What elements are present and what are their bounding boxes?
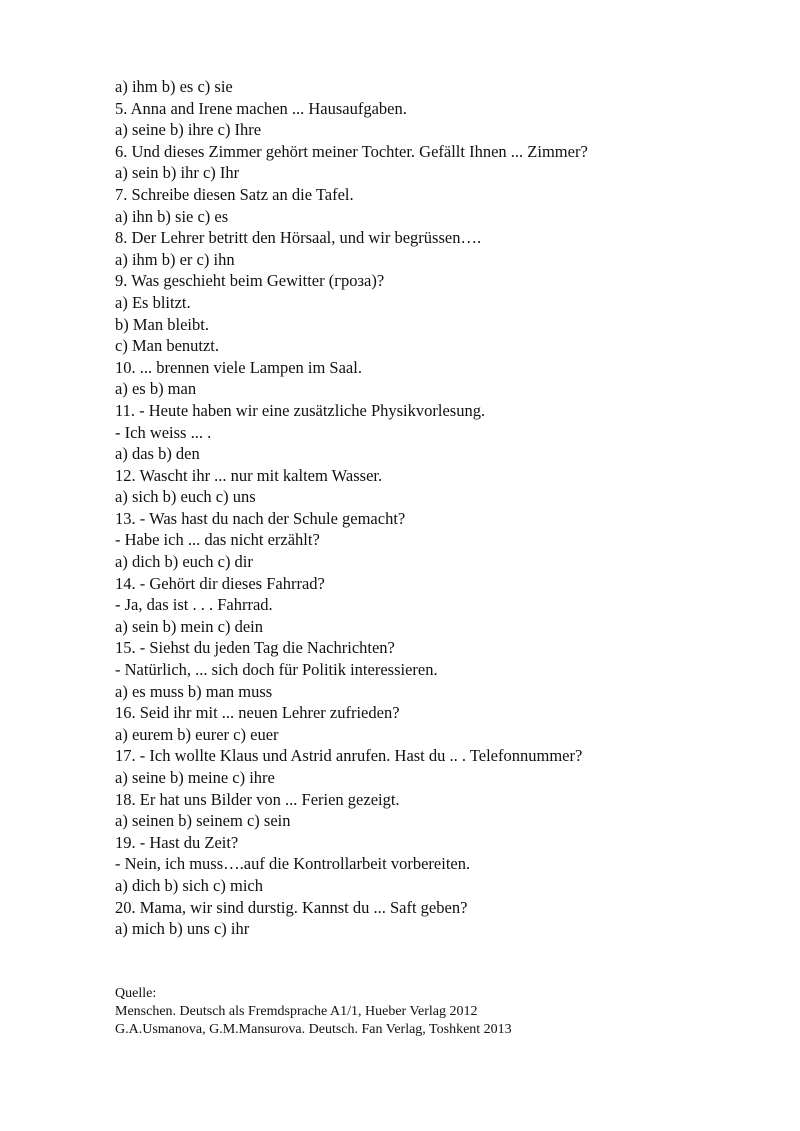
- exercise-line: - Ich weiss ... .: [115, 422, 212, 442]
- exercise-line: 16. Seid ihr mit ... neuen Lehrer zufrieden?: [115, 703, 400, 723]
- exercise-line: 14. - Gehört dir dieses Fahrrad?: [115, 573, 325, 593]
- exercise-line: a) dich b) euch c) dir: [115, 552, 253, 572]
- exercise-line: 19. - Hast du Zeit?: [115, 832, 239, 852]
- exercise-line: a) eurem b) eurer c) euer: [115, 724, 279, 744]
- exercise-line: a) sich b) euch c) uns: [115, 487, 256, 507]
- exercise-line: a) ihn b) sie c) es: [115, 206, 229, 226]
- exercise-line: a) sein b) mein c) dein: [115, 616, 263, 636]
- exercise-line: 20. Mama, wir sind durstig. Kannst du ... Saft geben?: [115, 897, 468, 917]
- exercise-line: a) Es blitzt.: [115, 292, 191, 312]
- source-item: G.A.Usmanova, G.M.Mansurova. Deutsch. Fan Verlag, Toshkent 2013: [115, 1022, 512, 1037]
- exercise-line: 7. Schreibe diesen Satz an die Tafel.: [115, 184, 354, 204]
- sources-section: [115, 985, 775, 1039]
- exercise-line: 13. - Was hast du nach der Schule gemacht?: [115, 508, 406, 528]
- exercise-line: 12. Wascht ihr ... nur mit kaltem Wasser.: [115, 465, 383, 485]
- exercise-line: 18. Er hat uns Bilder von ... Ferien gezeigt.: [115, 789, 400, 809]
- exercise-line: a) es muss b) man muss: [115, 681, 273, 701]
- exercise-line: a) das b) den: [115, 444, 200, 464]
- exercise-line: a) es b) man: [115, 379, 197, 399]
- exercise-line: - Ja, das ist . . . Fahrrad.: [115, 595, 273, 615]
- exercise-line: c) Man benutzt.: [115, 336, 220, 356]
- exercise-line: 17. - Ich wollte Klaus und Astrid anrufen. Hast du .. . Telefonnummer?: [115, 746, 583, 766]
- exercise-line: 5. Anna and Irene machen ... Hausaufgaben.: [115, 98, 407, 118]
- exercise-line: a) ihm b) er c) ihn: [115, 249, 235, 269]
- exercise-line: 10. ... brennen viele Lampen im Saal.: [115, 357, 362, 377]
- exercise-list: [115, 76, 775, 940]
- source-item: Menschen. Deutsch als Fremdsprache A1/1, Hueber Verlag 2012: [115, 1004, 478, 1019]
- exercise-line: a) mich b) uns c) ihr: [115, 919, 250, 939]
- exercise-line: 15. - Siehst du jeden Tag die Nachrichten?: [115, 638, 395, 658]
- exercise-line: b) Man bleibt.: [115, 314, 209, 334]
- exercise-line: a) seine b) meine c) ihre: [115, 768, 275, 787]
- exercise-line: a) dich b) sich c) mich: [115, 875, 263, 895]
- exercise-line: 9. Was geschieht beim Gewitter (гроза)?: [115, 271, 385, 291]
- exercise-line: - Nein, ich muss….auf die Kontrollarbeit vorbereiten.: [115, 854, 471, 874]
- exercise-line: 11. - Heute haben wir eine zusätzliche Physikvorlesung.: [115, 400, 486, 420]
- exercise-line: a) seine b) ihre c) Ihre: [115, 120, 262, 140]
- exercise-line: a) ihm b) es c) sie: [115, 77, 233, 96]
- exercise-line: - Habe ich ... das nicht erzählt?: [115, 530, 320, 550]
- exercise-line: 6. Und dieses Zimmer gehört meiner Tochter. Gefällt Ihnen ... Zimmer?: [115, 141, 588, 161]
- exercise-line: a) seinen b) seinem c) sein: [115, 811, 291, 831]
- exercise-line: a) sein b) ihr c) Ihr: [115, 163, 240, 183]
- sources-heading: Quelle:: [115, 986, 157, 1001]
- exercise-line: - Natürlich, ... sich doch für Politik interessieren.: [115, 660, 438, 680]
- exercise-line: 8. Der Lehrer betritt den Hörsaal, und wir begrüssen….: [115, 228, 482, 248]
